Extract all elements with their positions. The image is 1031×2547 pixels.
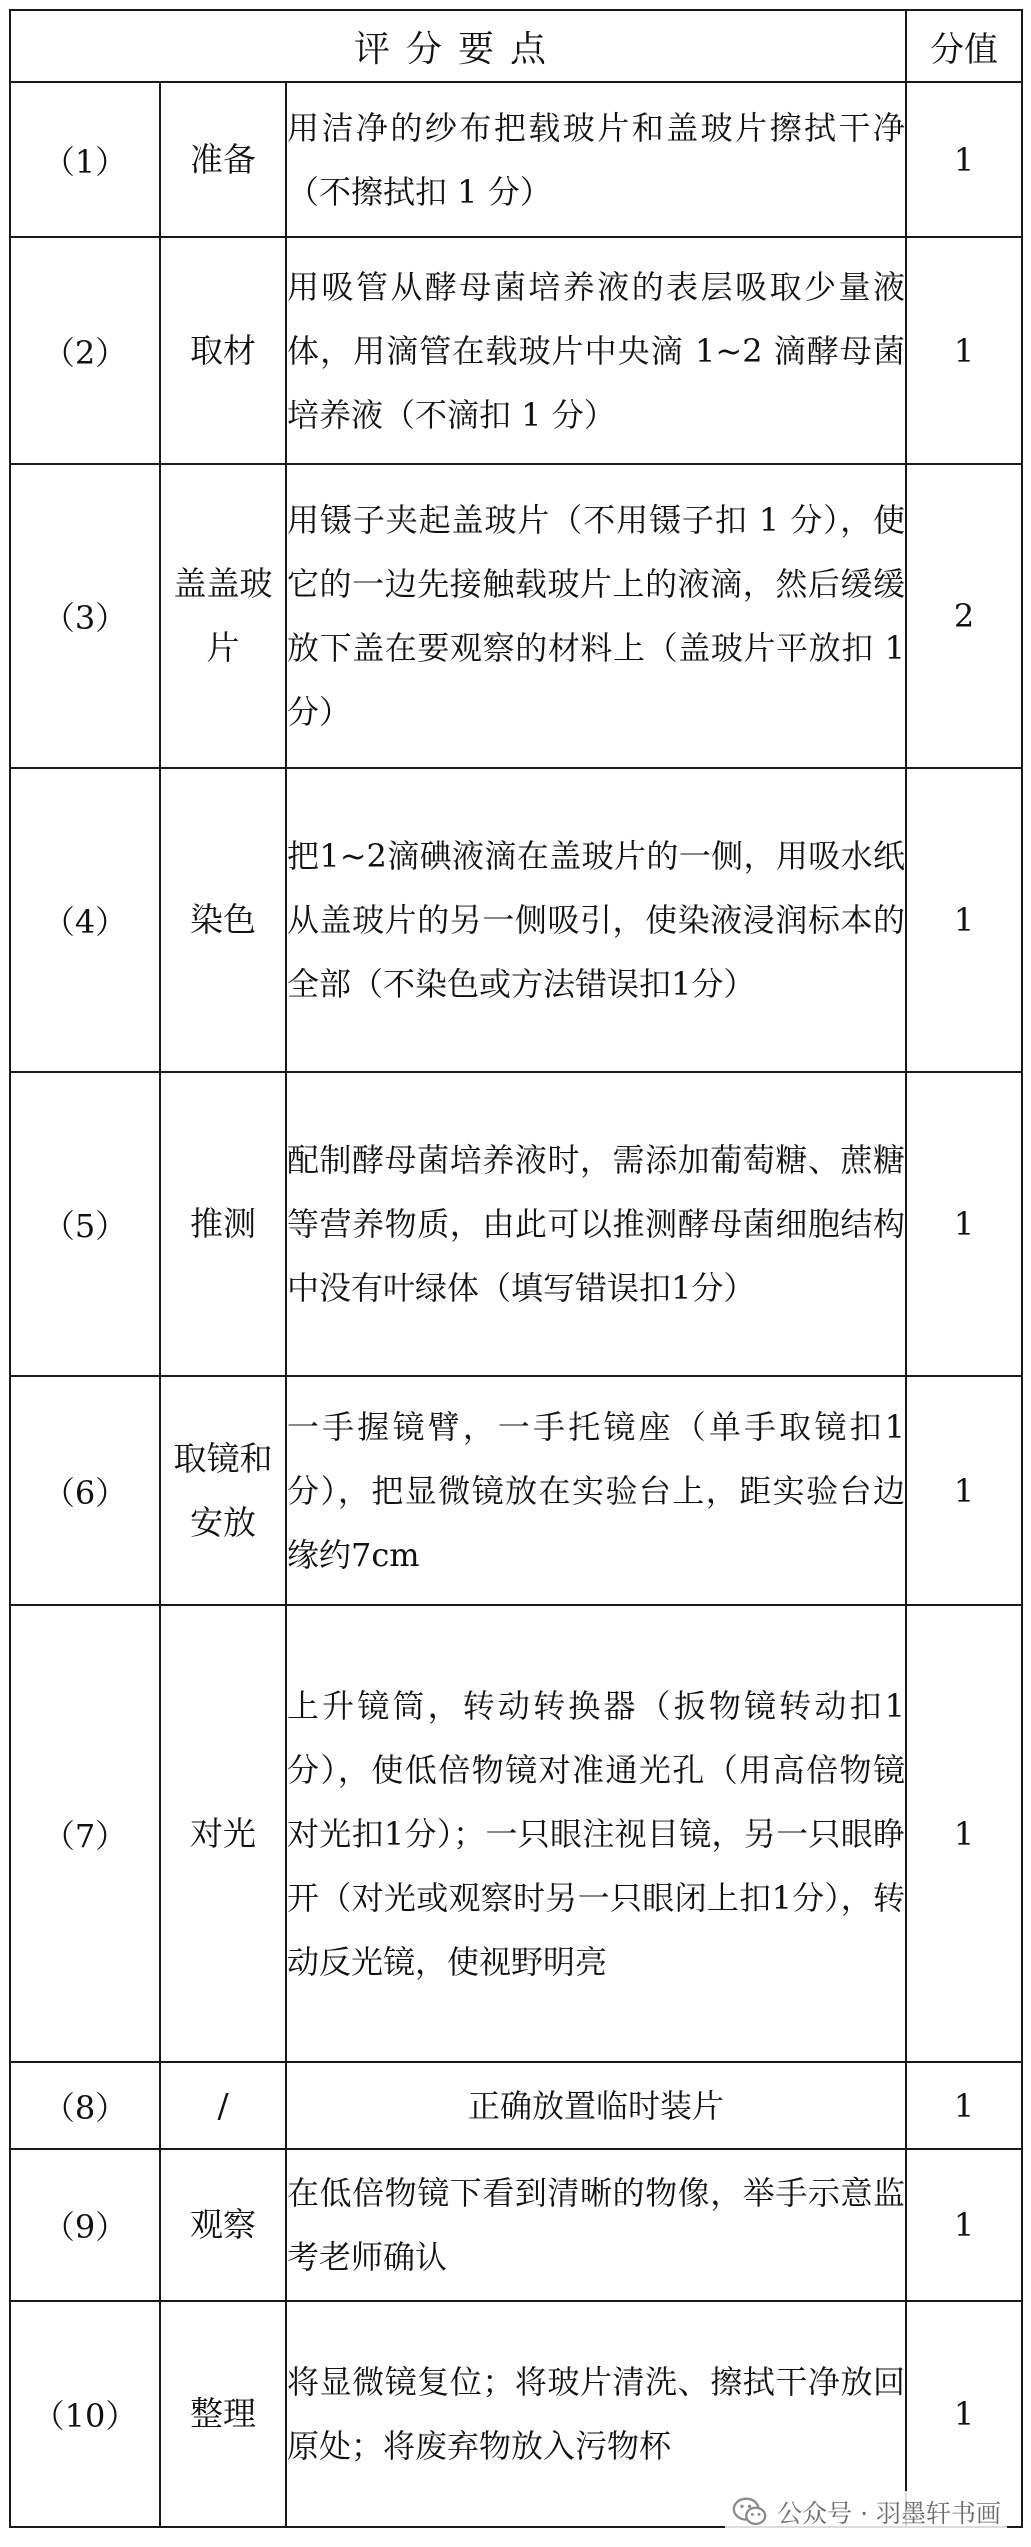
row-number: （5） bbox=[10, 1072, 160, 1376]
table-row bbox=[10, 2062, 1022, 2149]
row-description: 正确放置临时装片 bbox=[286, 2062, 906, 2149]
row-number: （6） bbox=[10, 1376, 160, 1605]
row-number: （10） bbox=[10, 2301, 160, 2527]
table-row bbox=[10, 464, 1022, 768]
wechat-icon bbox=[731, 2493, 769, 2531]
row-description: 将显微镜复位；将玻片清洗、擦拭干净放回原处；将废弃物放入污物杯 bbox=[286, 2301, 906, 2527]
row-number: （8） bbox=[10, 2062, 160, 2149]
header-points: 评分要点 bbox=[10, 10, 906, 82]
row-step: 观察 bbox=[160, 2149, 286, 2301]
row-step: 染色 bbox=[160, 768, 286, 1072]
row-step: 取材 bbox=[160, 237, 286, 464]
row-description: 在低倍物镜下看到清晰的物像，举手示意监考老师确认 bbox=[286, 2149, 906, 2301]
table-row bbox=[10, 768, 1022, 1072]
row-number: （9） bbox=[10, 2149, 160, 2301]
row-score: 2 bbox=[906, 464, 1022, 768]
row-step: 对光 bbox=[160, 1605, 286, 2062]
row-score: 1 bbox=[906, 82, 1022, 237]
row-number: （1） bbox=[10, 82, 160, 237]
watermark bbox=[725, 2491, 1007, 2533]
header-score: 分值 bbox=[906, 10, 1022, 82]
row-step: / bbox=[160, 2062, 286, 2149]
row-score: 1 bbox=[906, 768, 1022, 1072]
row-description: 上升镜筒，转动转换器（扳物镜转动扣1分），使低倍物镜对准通光孔（用高倍物镜对光扣1分）；一只眼注视目镜，另一只眼睁开（对光或观察时另一只眼闭上扣1分），转动反光镜，使视野明亮 bbox=[286, 1605, 906, 2062]
row-step: 推测 bbox=[160, 1072, 286, 1376]
table-row bbox=[10, 1376, 1022, 1605]
row-score: 1 bbox=[906, 2062, 1022, 2149]
row-number: （7） bbox=[10, 1605, 160, 2062]
row-score: 1 bbox=[906, 1072, 1022, 1376]
row-description: 用镊子夹起盖玻片（不用镊子扣 1 分），使它的一边先接触载玻片上的液滴，然后缓缓放下盖在要观察的材料上（盖玻片平放扣 1 分） bbox=[286, 464, 906, 768]
row-description: 用吸管从酵母菌培养液的表层吸取少量液体，用滴管在载玻片中央滴 1~2 滴酵母菌培养液（不滴扣 1 分） bbox=[286, 237, 906, 464]
table-row bbox=[10, 1605, 1022, 2062]
row-step: 取镜和安放 bbox=[160, 1376, 286, 1605]
header-row bbox=[10, 10, 1022, 82]
table-row bbox=[10, 2149, 1022, 2301]
row-score: 1 bbox=[906, 2301, 1022, 2527]
table-row bbox=[10, 237, 1022, 464]
scoring-sheet bbox=[9, 9, 1021, 2528]
row-score: 1 bbox=[906, 1376, 1022, 1605]
row-score: 1 bbox=[906, 1605, 1022, 2062]
row-number: （3） bbox=[10, 464, 160, 768]
scoring-table bbox=[9, 9, 1023, 2528]
table-row bbox=[10, 82, 1022, 237]
row-number: （2） bbox=[10, 237, 160, 464]
row-description: 配制酵母菌培养液时，需添加葡萄糖、蔗糖等营养物质，由此可以推测酵母菌细胞结构中没有叶绿体（填写错误扣1分） bbox=[286, 1072, 906, 1376]
watermark-text: 公众号 · 羽墨轩书画 bbox=[777, 2499, 1001, 2528]
table-row bbox=[10, 1072, 1022, 1376]
row-step: 整理 bbox=[160, 2301, 286, 2527]
row-score: 1 bbox=[906, 237, 1022, 464]
row-step: 准备 bbox=[160, 82, 286, 237]
row-number: （4） bbox=[10, 768, 160, 1072]
row-description: 用洁净的纱布把载玻片和盖玻片擦拭干净（不擦拭扣 1 分） bbox=[286, 82, 906, 237]
row-score: 1 bbox=[906, 2149, 1022, 2301]
row-description: 把1~2滴碘液滴在盖玻片的一侧，用吸水纸从盖玻片的另一侧吸引，使染液浸润标本的全部（不染色或方法错误扣1分） bbox=[286, 768, 906, 1072]
row-description: 一手握镜臂，一手托镜座（单手取镜扣1分），把显微镜放在实验台上，距实验台边缘约7cm bbox=[286, 1376, 906, 1605]
row-step: 盖盖玻片 bbox=[160, 464, 286, 768]
